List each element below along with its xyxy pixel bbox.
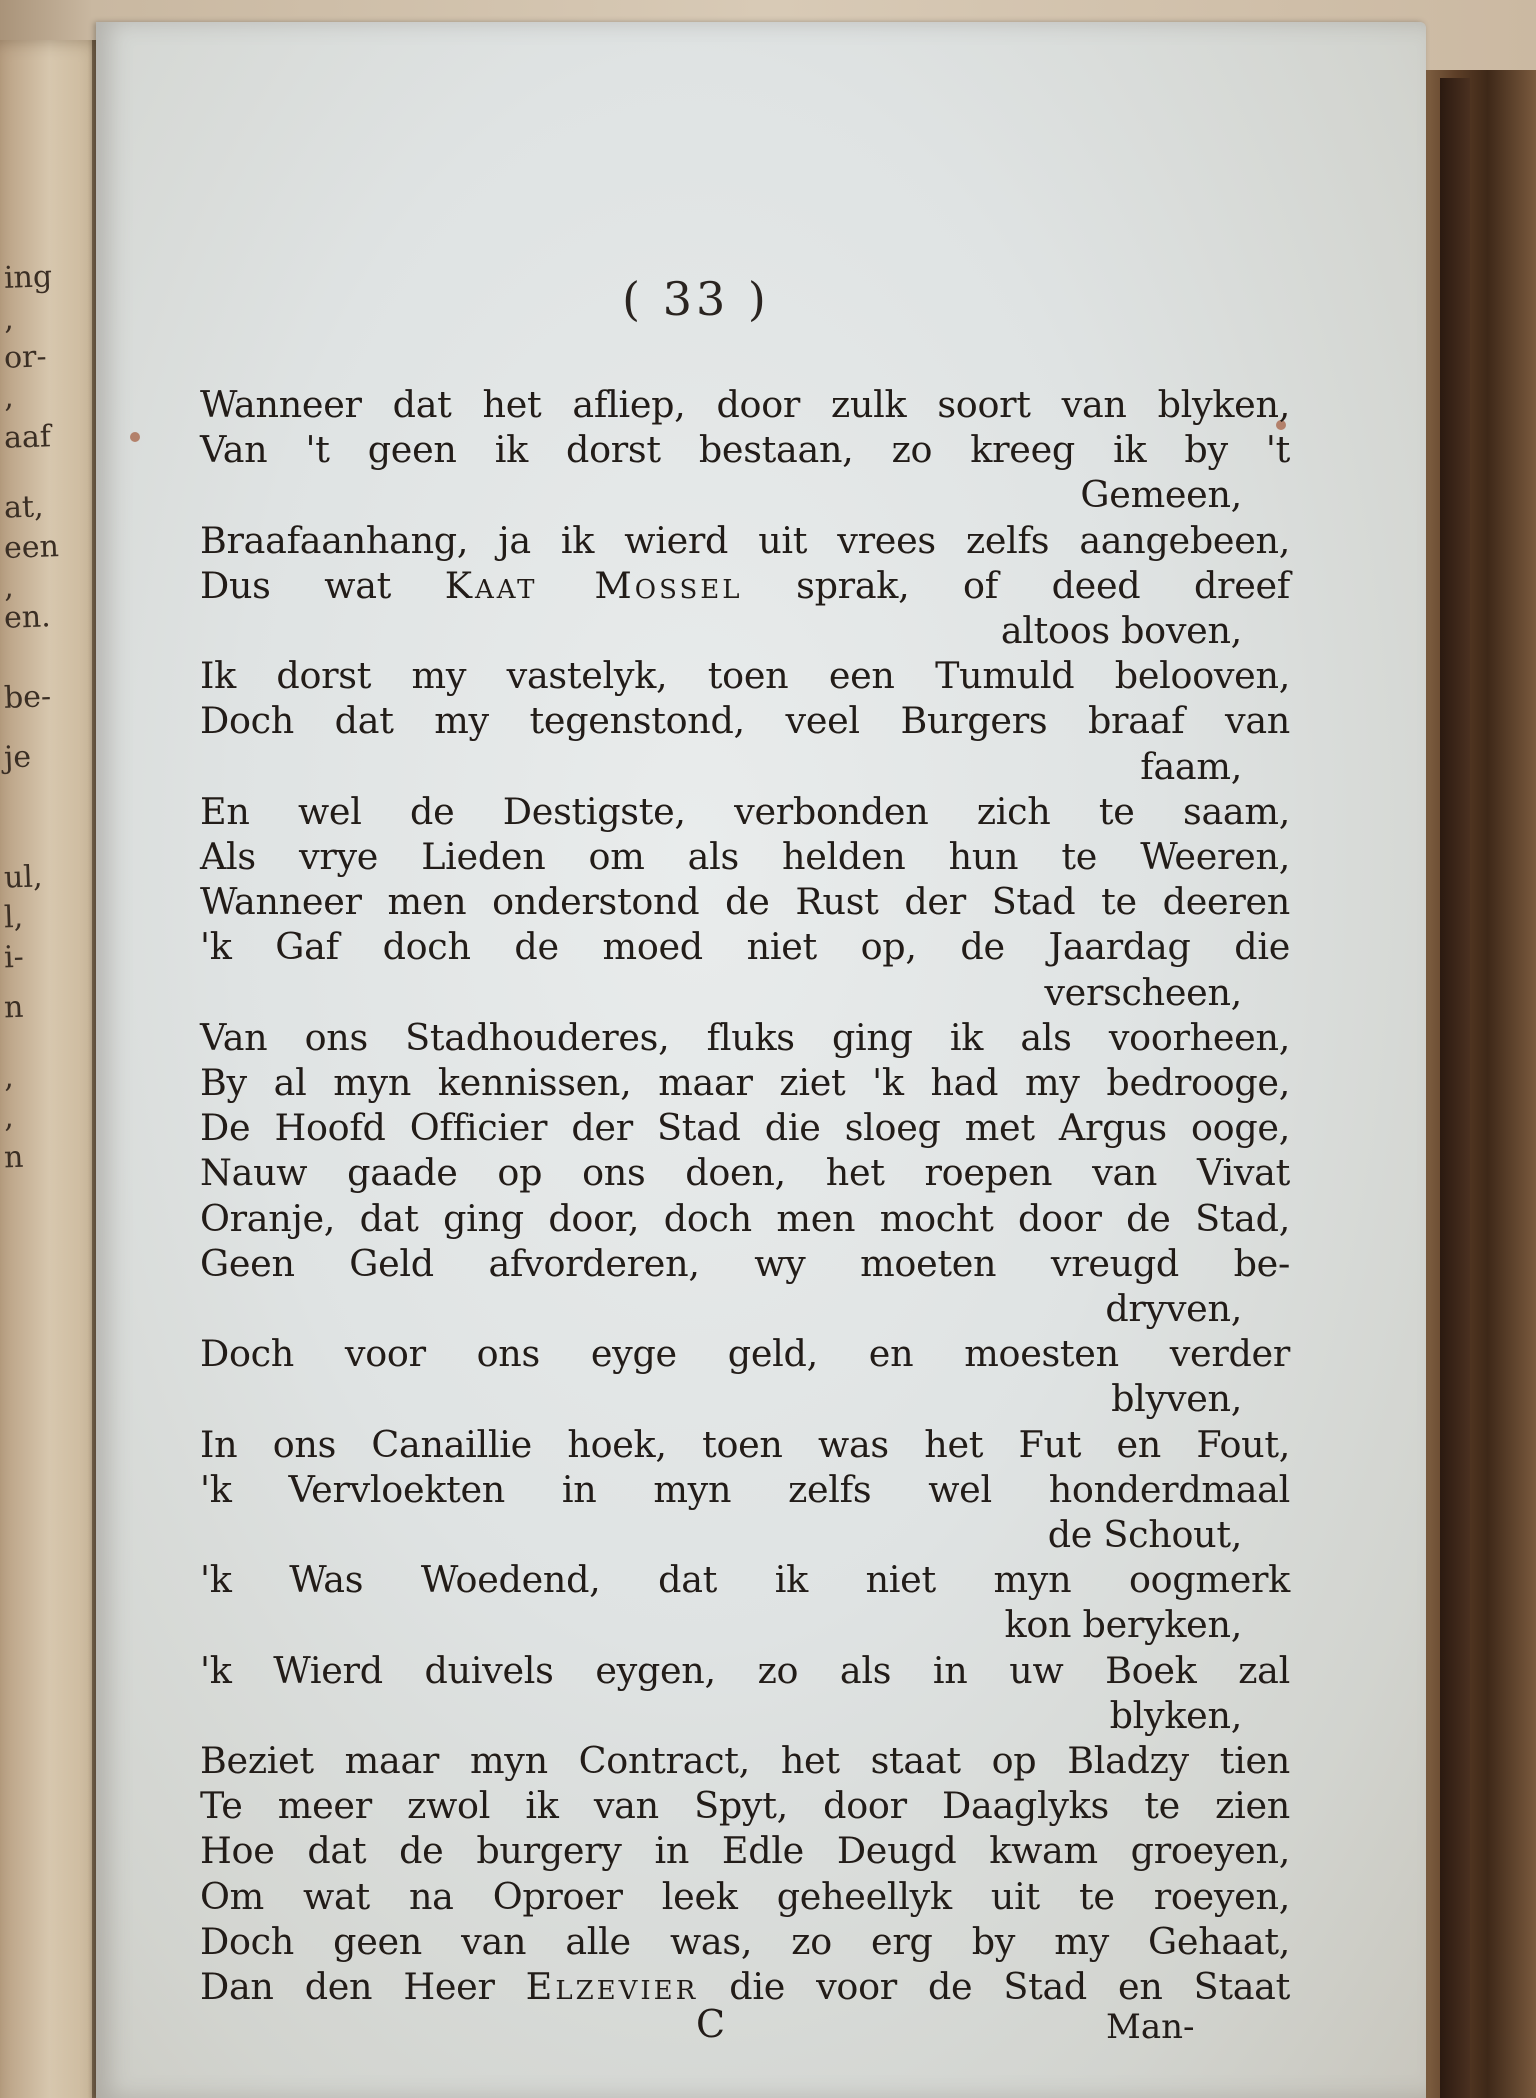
- left-page-fragment: ,: [3, 569, 15, 606]
- text-line: Hoe dat de burgery in Edle Deugd kwam groeyen,: [200, 1829, 1290, 1873]
- text-line-part: sprak, of deed dreef: [742, 563, 1291, 607]
- text-line: verscheen,: [1044, 970, 1242, 1014]
- text-line: Ik dorst my vastelyk, toen een Tumuld belooven,: [200, 654, 1290, 698]
- text-line: de Schout,: [1047, 1513, 1242, 1556]
- left-page-fragment: ,: [3, 1099, 15, 1136]
- text-line: Wanneer dat het afliep, door zulk soort van blyken,: [200, 383, 1290, 426]
- text-line-part: Dus wat: [200, 563, 445, 607]
- text-line: Nauw gaade op ons doen, het roepen van Vivat: [200, 1151, 1290, 1195]
- page-33: [96, 22, 1426, 2098]
- text-line: Braafaanhang, ja ik wierd uit vrees zelfs aangebeen,: [200, 518, 1290, 562]
- text-line: Geen Geld afvorderen, wy moeten vreugd be-: [200, 1241, 1290, 1285]
- text-line-part: die voor de Stad en Staat: [698, 1965, 1290, 2008]
- text-line: Doch geen van alle was, zo erg by my Gehaat,: [200, 1919, 1290, 1963]
- left-page-fragment: ing: [3, 259, 53, 296]
- left-page-fragment: be-: [3, 679, 52, 716]
- text-line: By al myn kennissen, maar ziet 'k had my bedrooge,: [200, 1061, 1290, 1104]
- text-line: blyven,: [1111, 1377, 1242, 1421]
- text-line: 'k Was Woedend, dat ik niet myn oogmerk: [200, 1558, 1290, 1602]
- text-line: Om wat na Oproer leek geheellyk uit te roeyen,: [200, 1874, 1290, 1918]
- left-page-fragment: je: [3, 739, 32, 776]
- text-line: dryven,: [1105, 1287, 1242, 1330]
- text-line: Als vrye Lieden om als helden hun te Weeren,: [200, 835, 1290, 878]
- book-edge: [1415, 70, 1536, 2098]
- text-line: Beziet maar myn Contract, het staat op Bladzy tien: [200, 1739, 1290, 1782]
- text-line: [200, 1964, 1290, 2010]
- text-line: altoos boven,: [1000, 609, 1242, 652]
- text-line: Gemeen,: [1080, 473, 1242, 517]
- text-line: En wel de Destigste, verbonden zich te saam,: [200, 789, 1290, 833]
- text-line: Te meer zwol ik van Spyt, door Daaglyks te zien: [200, 1784, 1290, 1828]
- left-page-fragment: en.: [3, 599, 52, 636]
- left-page-fragment: n: [3, 989, 24, 1026]
- left-page-fragment: ,: [3, 1059, 15, 1096]
- text-line: 'k Gaf doch de moed niet op, de Jaardag die: [200, 925, 1290, 969]
- left-page-fragment: at,: [3, 489, 45, 526]
- text-line: Doch voor ons eyge geld, en moesten verder: [200, 1332, 1290, 1376]
- name-smallcaps: Kaat Mossel: [444, 563, 743, 607]
- text-line: 'k Vervloekten in myn zelfs wel honderdmaal: [200, 1467, 1290, 1511]
- text-line: Van ons Stadhouderes, fluks ging ik als voorheen,: [200, 1015, 1290, 1059]
- left-page-fragment: l,: [3, 899, 24, 936]
- page-number: ( 33 ): [622, 272, 770, 326]
- ink-mark: [130, 432, 140, 442]
- text-line: Doch dat my tegenstond, veel Burgers braaf van: [200, 699, 1290, 743]
- text-line: Oranje, dat ging door, doch men mocht door de Stad,: [200, 1196, 1290, 1240]
- left-page-fragment: ,: [3, 301, 15, 338]
- left-page-fragment: een: [3, 529, 60, 566]
- left-page-fragment: n: [3, 1139, 24, 1176]
- text-line: In ons Canaillie hoek, toen was het Fut en Fout,: [200, 1422, 1290, 1466]
- text-line: kon beryken,: [1004, 1603, 1242, 1647]
- left-page-fragment: ul,: [3, 859, 44, 896]
- text-line: Van 't geen ik dorst bestaan, zo kreeg ik by 't: [200, 428, 1290, 472]
- text-line: [200, 563, 1290, 609]
- book-binding-strip: [1440, 78, 1470, 2098]
- text-line: blyken,: [1109, 1693, 1242, 1737]
- text-line: faam,: [1140, 744, 1242, 788]
- text-line: De Hoofd Officier der Stad die sloeg met Argus ooge,: [200, 1106, 1290, 1150]
- catchword: Man-: [1106, 2007, 1195, 2047]
- left-page-fragment: ,: [3, 379, 15, 416]
- signature-mark: C: [696, 2002, 726, 2046]
- left-page-fragment: or-: [3, 339, 48, 376]
- name-smallcaps: Elzevier: [525, 1965, 699, 2008]
- left-page-fragment: i-: [3, 939, 25, 976]
- left-page-fragment: aaf: [3, 419, 52, 456]
- text-line: Wanneer men onderstond de Rust der Stad te deeren: [200, 880, 1290, 924]
- text-line: 'k Wierd duivels eygen, zo als in uw Boek zal: [200, 1648, 1290, 1692]
- text-line-part: Dan den Heer: [200, 1965, 526, 2008]
